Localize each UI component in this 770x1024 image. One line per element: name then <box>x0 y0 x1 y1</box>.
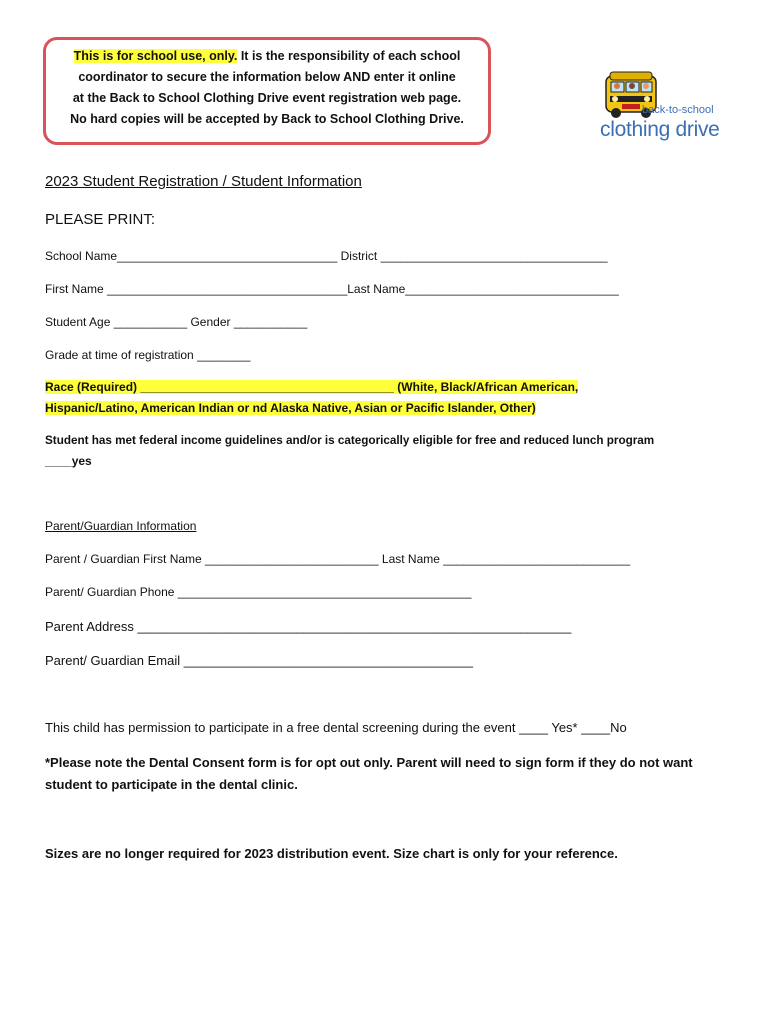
notice-line-2: coordinator to secure the information below AND enter it online <box>78 70 456 84</box>
parent-section-title: Parent/Guardian Information <box>45 519 197 533</box>
income-yes-field[interactable]: ____yes <box>45 454 92 468</box>
logo-big-text: clothing drive <box>600 118 720 141</box>
school-use-notice <box>43 37 491 145</box>
logo-small-text: back-to-school <box>642 104 714 116</box>
notice-line-3: at the Back to School Clothing Drive event registration web page. <box>72 91 462 105</box>
school-name-district-field[interactable]: School Name_________________________________ District __________________________________ <box>45 249 608 263</box>
notice-line-4: No hard copies will be accepted by Back to School Clothing Drive. <box>70 112 464 126</box>
registration-section-title: 2023 Student Registration / Student Information <box>45 173 362 190</box>
race-field-line-1[interactable]: Race (Required) ______________________________________ (White, Black/African American, <box>45 380 579 394</box>
clothing-drive-logo <box>598 66 738 156</box>
grade-field[interactable]: Grade at time of registration ________ <box>45 348 251 362</box>
dental-permission-field[interactable]: This child has permission to participate in a free dental screening during the event ____ Yes* ____No <box>45 720 627 735</box>
parent-email-field[interactable]: Parent/ Guardian Email ________________________________________ <box>45 653 473 668</box>
notice-line-1: This is for school use, only. It is the responsibility of each school <box>73 49 461 63</box>
income-eligibility-text: Student has met federal income guidelines and/or is categorically eligible for free and reduced lunch program <box>45 434 655 447</box>
parent-phone-field[interactable]: Parent/ Guardian Phone ____________________________________________ <box>45 585 472 599</box>
age-gender-field[interactable]: Student Age ___________ Gender ___________ <box>45 315 308 329</box>
dental-note-line-1: *Please note the Dental Consent form is for opt out only. Parent will need to sign form if they do not want <box>45 755 693 770</box>
race-field-line-2: Hispanic/Latino, American Indian or nd Alaska Native, Asian or Pacific Islander, Other) <box>45 401 536 415</box>
dental-note-line-2: student to participate in the dental clinic. <box>45 777 298 792</box>
sizes-note: Sizes are no longer required for 2023 distribution event. Size chart is only for your reference. <box>45 846 618 861</box>
parent-address-field[interactable]: Parent Address ____________________________________________________________ <box>45 619 572 634</box>
parent-name-field[interactable]: Parent / Guardian First Name __________________________ Last Name ____________________________ <box>45 552 631 566</box>
please-print-label: PLEASE PRINT: <box>45 211 156 228</box>
notice-highlight: This is for school use, only. <box>73 49 238 63</box>
student-name-field[interactable]: First Name ____________________________________Last Name________________________________ <box>45 282 619 296</box>
